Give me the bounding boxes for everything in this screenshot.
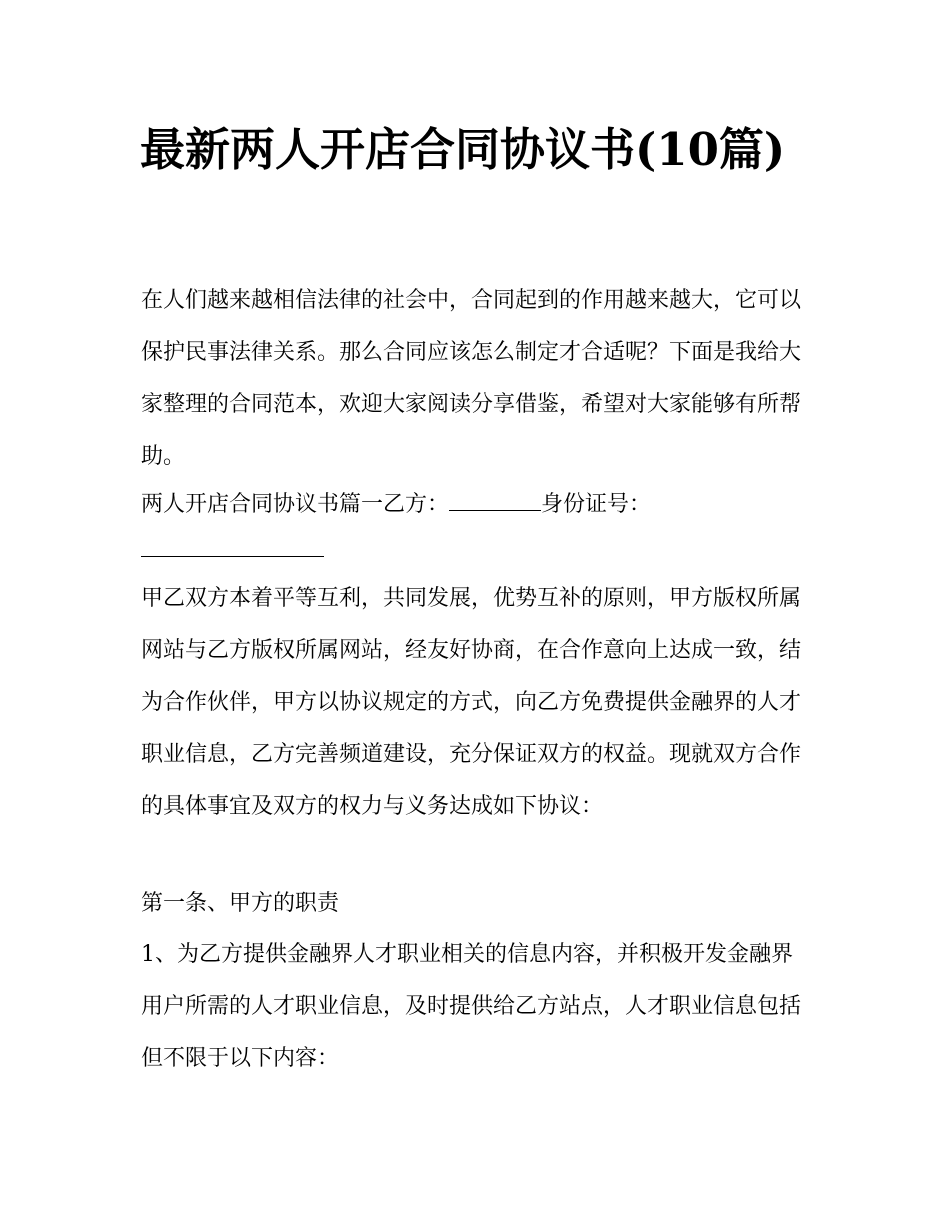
name-blank — [449, 494, 541, 511]
signature-line — [141, 479, 813, 531]
clause-item-1: 1、为乙方提供金融界人才职业相关的信息内容，并积极开发金融界用户所需的人才职业信息，及时提供给乙方站点，人才职业信息包括但不限于以下内容： — [141, 942, 802, 1071]
cooperation-paragraph: 甲乙双方本着平等互利，共同发展，优势互补的原则，甲方版权所属网站与乙方版权所属网站，经友好协商，在合作意向上达成一致，结为合作伙伴，甲方以协议规定的方式，向乙方免费提供金融界的人才职业信息，乙方完善频道建设，充分保证双方的权益。现就双方合作的具体事宜及双方的权力与义务达成如下协议： — [141, 586, 802, 819]
id-number-blank — [141, 556, 324, 557]
id-number-label: 身份证号： — [541, 492, 652, 517]
document-title: 最新两人开店合同协议书(10篇) — [140, 123, 786, 176]
signature-label: 两人开店合同协议书篇一乙方： — [141, 492, 450, 517]
article-heading: 第一条、甲方的职责 — [141, 891, 340, 916]
intro-paragraph: 在人们越来越相信法律的社会中，合同起到的作用越来越大，它可以保护民事法律关系。那么合同应该怎么制定才合适呢？下面是我给大家整理的合同范本，欢迎大家阅读分享借鉴，希望对大家能够有所帮助。 — [141, 288, 802, 469]
